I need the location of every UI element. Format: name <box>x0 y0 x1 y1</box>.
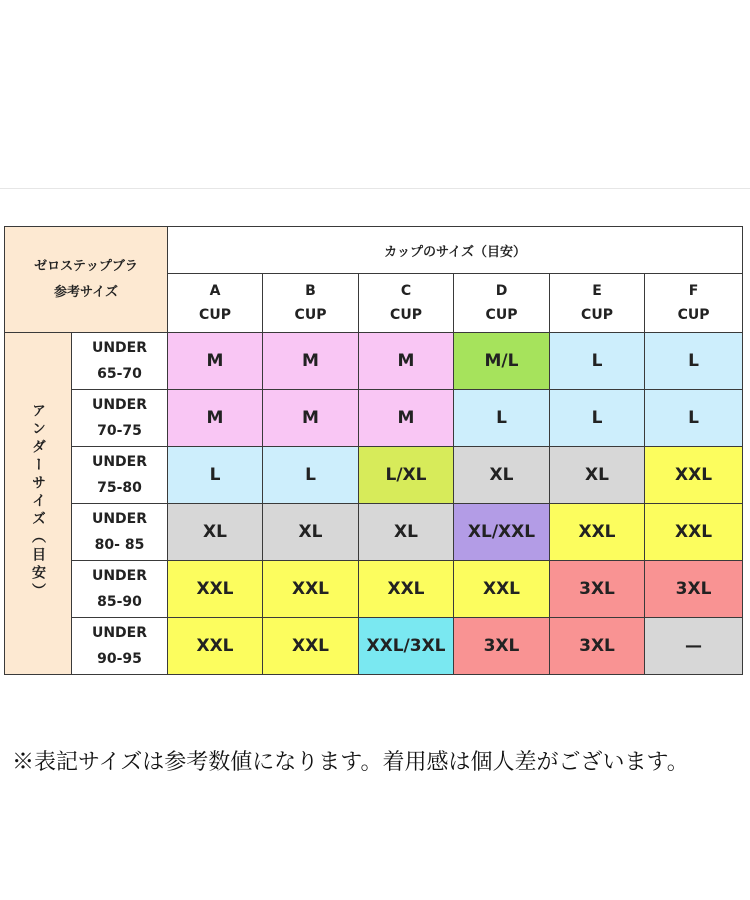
under-range: 85-90 <box>97 594 142 610</box>
size-cell: L <box>550 333 645 390</box>
under-word: UNDER <box>91 511 148 527</box>
under-range-cell <box>72 504 168 561</box>
chart-title-line2: 参考サイズ <box>54 284 118 300</box>
size-cell: 3XL <box>550 561 645 618</box>
size-cell: L <box>454 390 550 447</box>
under-range-cell <box>72 618 168 675</box>
size-note: ※表記サイズは参考数値になります。着用感は個人差がございます。 <box>12 750 689 775</box>
under-range-cell <box>72 390 168 447</box>
cup-header-e <box>550 274 645 333</box>
size-cell: — <box>645 618 743 675</box>
size-cell: XL <box>359 504 454 561</box>
under-word: UNDER <box>91 454 148 470</box>
size-cell: XL <box>550 447 645 504</box>
cup-word: CUP <box>390 307 422 323</box>
table-row <box>5 504 743 561</box>
size-cell: L <box>263 447 359 504</box>
size-cell: XXL <box>550 504 645 561</box>
size-cell: M <box>359 333 454 390</box>
under-word: UNDER <box>91 625 148 641</box>
cup-letter: D <box>495 283 508 299</box>
size-cell: M/L <box>454 333 550 390</box>
size-cell: XL/XXL <box>454 504 550 561</box>
under-range-cell <box>72 447 168 504</box>
size-cell: M <box>263 333 359 390</box>
size-cell: M <box>168 390 263 447</box>
chart-title-line1: ゼロステップブラ <box>34 258 138 274</box>
size-cell: XXL <box>454 561 550 618</box>
size-cell: XXL <box>359 561 454 618</box>
size-cell: 3XL <box>454 618 550 675</box>
under-range-cell <box>72 333 168 390</box>
table-row <box>5 333 743 390</box>
size-cell: XXL <box>168 561 263 618</box>
under-range: 80- 85 <box>94 537 145 553</box>
table-row <box>5 561 743 618</box>
size-cell: 3XL <box>645 561 743 618</box>
cup-header-d <box>454 274 550 333</box>
cup-letter: B <box>305 283 316 299</box>
under-word: UNDER <box>91 340 148 356</box>
size-cell: L <box>645 333 743 390</box>
under-word: UNDER <box>91 568 148 584</box>
under-range: 75-80 <box>97 480 142 496</box>
chart-title-cell <box>5 227 168 333</box>
size-cell: L/XL <box>359 447 454 504</box>
size-cell: XL <box>454 447 550 504</box>
cup-word: CUP <box>677 307 710 323</box>
table-row <box>5 447 743 504</box>
table-row <box>5 390 743 447</box>
size-cell: XXL <box>263 618 359 675</box>
cup-header-c <box>359 274 454 333</box>
size-cell: XXL <box>645 504 743 561</box>
under-range: 90-95 <box>97 651 142 667</box>
under-word: UNDER <box>91 397 148 413</box>
size-chart-table <box>4 226 743 675</box>
size-cell: M <box>263 390 359 447</box>
under-range: 70-75 <box>97 423 142 439</box>
cup-header-a <box>168 274 263 333</box>
size-cell: XL <box>263 504 359 561</box>
size-cell: M <box>359 390 454 447</box>
cup-size-header: カップのサイズ（目安） <box>168 227 743 274</box>
cup-letter: E <box>592 283 602 299</box>
top-divider <box>0 188 750 189</box>
under-size-label: アンダーサイズ（目安） <box>30 402 46 601</box>
size-cell: L <box>645 390 743 447</box>
under-size-label-cell <box>5 333 72 675</box>
size-cell: XXL <box>168 618 263 675</box>
size-cell: XXL <box>645 447 743 504</box>
size-cell: XL <box>168 504 263 561</box>
size-cell: L <box>168 447 263 504</box>
cup-word: CUP <box>294 307 327 323</box>
cup-word: CUP <box>485 307 518 323</box>
size-cell: XXL <box>263 561 359 618</box>
cup-letter: F <box>688 283 699 299</box>
size-cell: 3XL <box>550 618 645 675</box>
size-cell: L <box>550 390 645 447</box>
under-range: 65-70 <box>97 366 142 382</box>
table-row <box>5 618 743 675</box>
under-range-cell <box>72 561 168 618</box>
cup-letter: A <box>209 283 221 299</box>
cup-header-f <box>645 274 743 333</box>
size-cell: M <box>168 333 263 390</box>
cup-word: CUP <box>199 307 231 323</box>
cup-word: CUP <box>581 307 613 323</box>
cup-letter: C <box>400 283 412 299</box>
size-cell: XXL/3XL <box>359 618 454 675</box>
cup-header-b <box>263 274 359 333</box>
